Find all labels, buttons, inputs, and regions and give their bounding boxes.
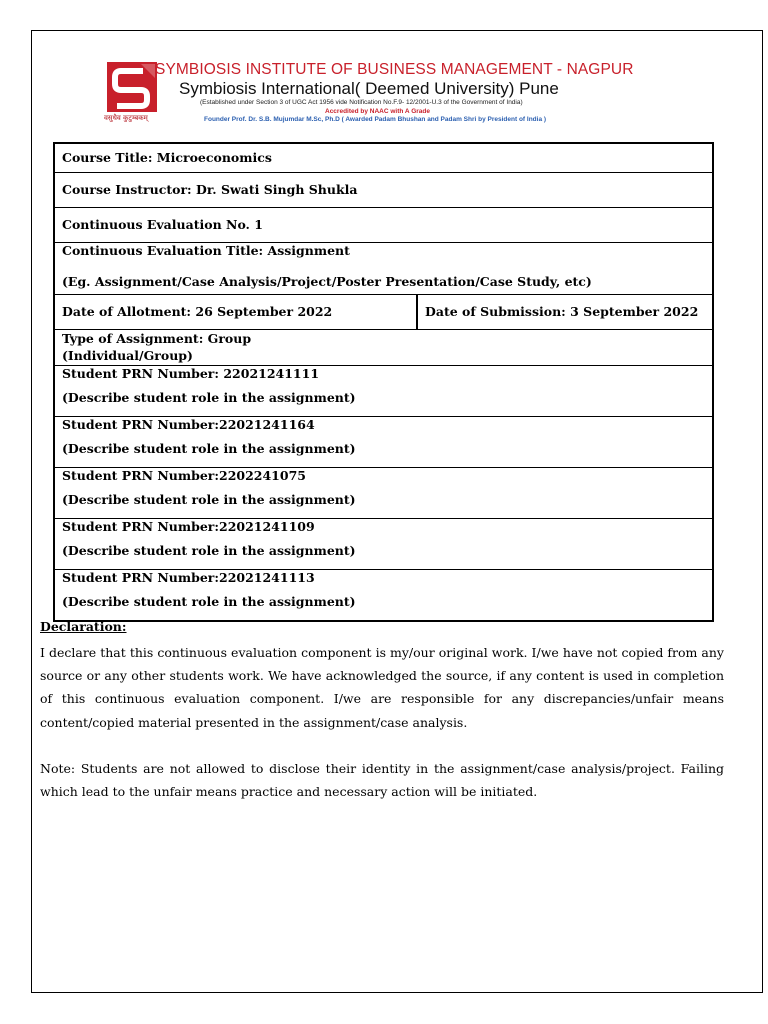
- dates-row: [55, 295, 712, 330]
- student-prn: Student PRN Number: 22021241111: [62, 366, 320, 381]
- establishment-note: (Established under Section 3 of UGC Act 1956 vide Notification No.F.9- 12/2001-U.3 of the Government of India): [200, 99, 523, 106]
- assignment-type: Type of Assignment: Group: [62, 331, 252, 346]
- accreditation-note: Accredited by NAAC with A Grade: [325, 108, 430, 115]
- evaluation-number: Continuous Evaluation No. 1: [62, 217, 263, 232]
- evaluation-examples: (Eg. Assignment/Case Analysis/Project/Poster Presentation/Case Study, etc): [62, 274, 592, 289]
- student-row: [55, 366, 712, 417]
- declaration-note: Note: Students are not allowed to disclose their identity in the assignment/case analysis/project. Failing which lead to the unfair means practice and necessary action will be initiated.: [40, 761, 724, 800]
- course-title-row: [55, 144, 712, 173]
- course-info-table: [53, 142, 714, 622]
- date-of-allotment: Date of Allotment: 26 September 2022: [62, 304, 333, 319]
- assignment-type-options: (Individual/Group): [62, 348, 193, 363]
- motto-text: वसुधैव कुटुम्बकम्: [104, 114, 148, 122]
- student-row: [55, 570, 712, 620]
- evaluation-title: Continuous Evaluation Title: Assignment: [62, 243, 350, 258]
- assignment-type-row: [55, 330, 712, 366]
- student-row: [55, 417, 712, 468]
- student-prn: Student PRN Number:22021241164: [62, 417, 315, 432]
- student-role: (Describe student role in the assignment): [62, 492, 356, 507]
- student-role: (Describe student role in the assignment): [62, 594, 356, 609]
- course-instructor-row: [55, 173, 712, 208]
- student-prn: Student PRN Number:22021241113: [62, 570, 315, 585]
- institute-name: SYMBIOSIS INSTITUTE OF BUSINESS MANAGEMENT - NAGPUR: [155, 61, 634, 78]
- student-role: (Describe student role in the assignment): [62, 441, 356, 456]
- student-row: [55, 468, 712, 519]
- evaluation-title-row: [55, 243, 712, 295]
- symbiosis-logo: [107, 62, 157, 116]
- allotment-cell: [55, 295, 418, 329]
- declaration-body: I declare that this continuous evaluation component is my/our original work. I/we have not copied from any source or any other students work. We have acknowledged the source, if any content is used in completion of this continuous evaluation component. I/we are responsible for any discrepancies/unfair means content/copied material presented in the assignment/case analysis.: [40, 645, 724, 730]
- student-role: (Describe student role in the assignment): [62, 543, 356, 558]
- founder-note: Founder Prof. Dr. S.B. Mujumdar M.Sc, Ph.D ( Awarded Padam Bhushan and Padam Shri by President of India ): [204, 116, 547, 123]
- date-of-submission: Date of Submission: 3 September 2022: [425, 304, 699, 319]
- declaration-title: Declaration:: [40, 619, 127, 634]
- student-prn: Student PRN Number:2202241075: [62, 468, 306, 483]
- course-instructor: Course Instructor: Dr. Swati Singh Shukla: [62, 182, 358, 197]
- course-title: Course Title: Microeconomics: [62, 150, 272, 165]
- submission-cell: [418, 295, 712, 329]
- evaluation-no-row: [55, 208, 712, 243]
- student-role: (Describe student role in the assignment): [62, 390, 356, 405]
- student-row: [55, 519, 712, 570]
- university-name: Symbiosis International( Deemed University) Pune: [179, 79, 559, 98]
- student-prn: Student PRN Number:22021241109: [62, 519, 315, 534]
